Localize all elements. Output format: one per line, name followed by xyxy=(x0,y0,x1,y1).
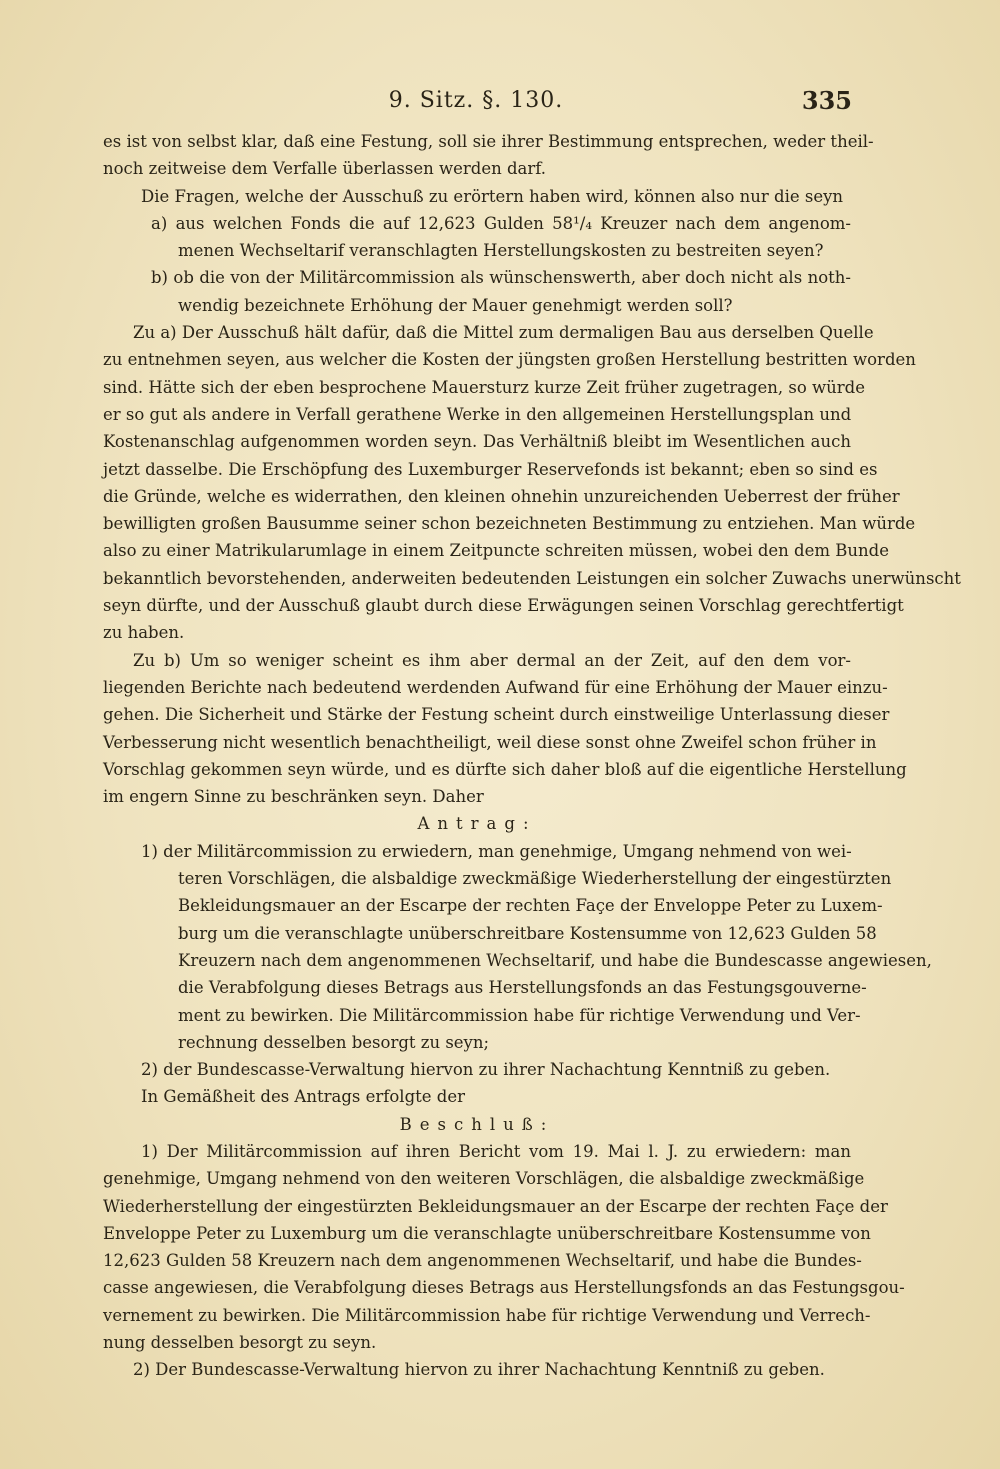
text-line: burg um die veranschlagte unüberschreitbare Kostensumme von 12,623 Gulden 58 xyxy=(178,923,877,943)
text-line: 2) der Bundescasse-Verwaltung hiervon zu ihrer Nachachtung Kenntniß zu geben. xyxy=(141,1060,831,1080)
text-line: zu haben. xyxy=(103,623,185,643)
text-line: sind. Hätte sich der eben besprochene Mauersturz kurze Zeit früher zugetragen, so würde xyxy=(103,377,866,397)
text-line: noch zeitweise dem Verfalle überlassen werden darf. xyxy=(103,159,547,179)
text-line: vernement zu bewirken. Die Militärcommission habe für richtige Verwendung und Verrech- xyxy=(103,1305,871,1325)
text-line: im engern Sinne zu beschränken seyn. Daher xyxy=(103,787,484,807)
text-line: bewilligten großen Bausumme seiner schon bezeichneten Bestimmung zu entziehen. Man würde xyxy=(103,514,916,534)
text-line: Die Fragen, welche der Ausschuß zu erörtern haben wird, können also nur die seyn xyxy=(141,186,844,206)
text-line: Wiederherstellung der eingestürzten Bekleidungsmauer an der Escarpe der rechten Façe der xyxy=(103,1196,888,1216)
page-header xyxy=(100,86,852,116)
text-line: bekanntlich bevorstehenden, anderweiten bedeutenden Leistungen ein solcher Zuwachs unerwünscht xyxy=(103,568,961,588)
text-line: die Gründe, welche es widerrathen, den kleinen ohnehin unzureichenden Ueberrest der früher xyxy=(103,486,900,506)
text-line: gehen. Die Sicherheit und Stärke der Festung scheint durch einstweilige Unterlassung dieser xyxy=(103,705,890,725)
text-line: also zu einer Matrikularumlage in einem Zeitpuncte schreiten müssen, wobei den dem Bunde xyxy=(103,541,889,561)
text-line: jetzt dasselbe. Die Erschöpfung des Luxemburger Reservefonds ist bekannt; eben so sind es xyxy=(103,459,878,479)
text-line: liegenden Berichte nach bedeutend werdenden Aufwand für eine Erhöhung der Mauer einzu- xyxy=(103,677,888,697)
text-line: es ist von selbst klar, daß eine Festung, soll sie ihrer Bestimmung entsprechen, weder theil- xyxy=(103,132,874,151)
text-line: nung desselben besorgt zu seyn. xyxy=(103,1333,377,1353)
text-line: Kreuzern nach dem angenommenen Wechseltarif, und habe die Bundescasse angewiesen, xyxy=(178,950,932,970)
text-line: rechnung desselben besorgt zu seyn; xyxy=(178,1032,490,1052)
text-line: teren Vorschlägen, die alsbaldige zweckmäßige Wiederherstellung der eingestürzten xyxy=(178,869,892,889)
text-line: seyn dürfte, und der Ausschuß glaubt durch diese Erwägungen seinen Vorschlag gerechtfertigt xyxy=(103,596,904,616)
text-line: zu entnehmen seyen, aus welcher die Kosten der jüngsten großen Herstellung bestritten worden xyxy=(103,350,916,370)
section-heading: Antrag: xyxy=(417,814,537,834)
text-line: menen Wechseltarif veranschlagten Herstellungskosten zu bestreiten seyen? xyxy=(178,241,824,261)
text-line: Vorschlag gekommen seyn würde, und es dürfte sich daher bloß auf die eigentliche Herstellung xyxy=(103,759,907,779)
text-line: 1) der Militärcommission zu erwiedern, man genehmige, Umgang nehmend von wei- xyxy=(141,841,852,861)
text-line: Bekleidungsmauer an der Escarpe der rechten Façe der Enveloppe Peter zu Luxem- xyxy=(178,896,883,916)
text-line: Zu b) Um so weniger scheint es ihm aber dermal an der Zeit, auf den dem vor- xyxy=(133,650,851,670)
text-line: 12,623 Gulden 58 Kreuzern nach dem angenommenen Wechseltarif, und habe die Bundes- xyxy=(103,1251,862,1271)
text-line: 2) Der Bundescasse-Verwaltung hiervon zu ihrer Nachachtung Kenntniß zu geben. xyxy=(133,1360,825,1380)
text-line: Verbesserung nicht wesentlich benachtheiligt, weil diese sonst ohne Zweifel schon früher in xyxy=(103,732,877,752)
text-line: a) aus welchen Fonds die auf 12,623 Gulden 58¹/₄ Kreuzer nach dem angenom- xyxy=(151,213,851,233)
text-line: die Verabfolgung dieses Betrags aus Herstellungsfonds an das Festungsgouverne- xyxy=(178,978,867,998)
text-line: Enveloppe Peter zu Luxemburg um die veranschlagte unüberschreitbare Kostensumme von xyxy=(103,1223,871,1243)
text-line: casse angewiesen, die Verabfolgung dieses Betrags aus Herstellungsfonds an das Festungsgou- xyxy=(103,1278,905,1298)
text-line: Kostenanschlag aufgenommen worden seyn. Das Verhältniß bleibt im Wesentlichen auch xyxy=(103,432,851,452)
text-line: Zu a) Der Ausschuß hält dafür, daß die Mittel zum dermaligen Bau aus derselben Quelle xyxy=(133,323,874,343)
text-line: In Gemäßheit des Antrags erfolgte der xyxy=(141,1087,465,1107)
text-line: b) ob die von der Militärcommission als wünschenswerth, aber doch nicht als noth- xyxy=(151,268,851,288)
text-line: er so gut als andere in Verfall gerathene Werke in den allgemeinen Herstellungsplan und xyxy=(103,404,852,424)
section-heading: Beschluß: xyxy=(399,1114,555,1134)
text-line: wendig bezeichnete Erhöhung der Mauer genehmigt werden soll? xyxy=(178,295,733,315)
running-head: 9. Sitz. §. 130. xyxy=(388,88,564,113)
text-line: 1) Der Militärcommission auf ihren Bericht vom 19. Mai l. J. zu erwiedern: man xyxy=(141,1141,851,1161)
text-line: genehmige, Umgang nehmend von den weiteren Vorschlägen, die alsbaldige zweckmäßige xyxy=(103,1169,865,1189)
text-line: ment zu bewirken. Die Militärcommission habe für richtige Verwendung und Ver- xyxy=(178,1005,861,1025)
page-number: 335 xyxy=(801,86,852,115)
body-text xyxy=(103,128,961,1384)
